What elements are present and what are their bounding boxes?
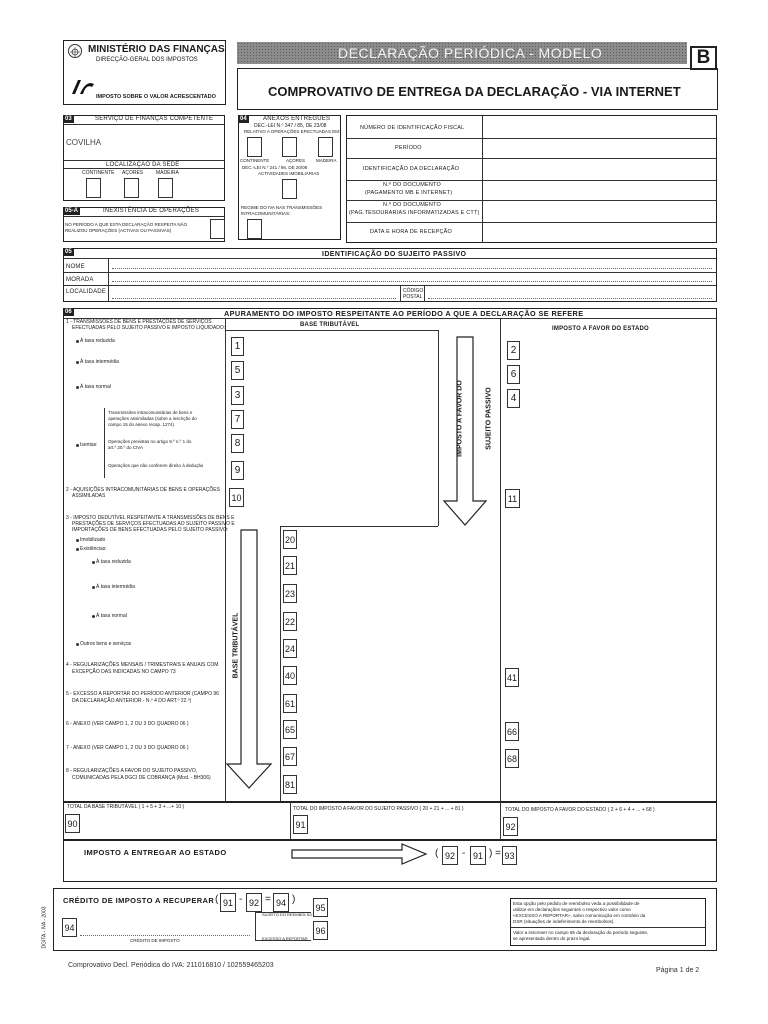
receipt-table xyxy=(346,115,717,243)
bullet xyxy=(76,386,79,389)
field-box-67[interactable]: 67 xyxy=(283,747,297,766)
section-06 xyxy=(63,308,717,802)
field-box-21[interactable]: 21 xyxy=(283,556,297,575)
item-8-title: 8 - REGULARIZAÇÕES A FAVOR DO SUJEITO PASSIVO, xyxy=(66,768,198,774)
rate-reduced-3: À taxa reduzida xyxy=(96,559,131,565)
date-label: DATA E HORA DE RECEPÇÃO xyxy=(370,229,453,235)
side-form-code: DGITA - IVA - 2003 xyxy=(41,906,48,949)
annex-opt-continent: CONTINENTE xyxy=(240,158,270,163)
note-line-6: se apresentada dentro do prazo legal. xyxy=(513,936,591,941)
rate-intermediate-1: À taxa intermédia xyxy=(80,359,119,365)
note-line-3: «EXCESSO A REPORTAR», salvo comunicação em contrário da xyxy=(513,913,646,918)
section-06-title: APURAMENTO DO IMPOSTO RESPEITANTE AO PERÍODO A QUE A DECLARAÇÃO SE REFERE xyxy=(224,309,584,318)
exempt-4: Operações previstas no artigo 9.º n.º 1 do xyxy=(108,439,192,444)
deliver-box-93[interactable]: 93 xyxy=(502,846,517,865)
divider xyxy=(346,158,717,159)
decree-1-sub: RELATIVO A OPERAÇÕES EFECTUADAS EM: xyxy=(244,129,341,134)
field-box-94[interactable]: 94 xyxy=(62,918,77,937)
section-03-title: SERVIÇO DE FINANÇAS COMPETENTE xyxy=(95,116,214,122)
divider xyxy=(428,298,712,299)
total-sp-label: TOTAL DO IMPOSTO A FAVOR DO SUJEITO PASSIVO ( 20 + 21 + ... + 81 ) xyxy=(293,806,464,812)
field-box-81[interactable]: 81 xyxy=(283,775,297,794)
location-continent-checkbox[interactable] xyxy=(86,178,101,198)
section-03-code: 03 xyxy=(65,116,72,122)
doc-no2-sub: (PAG.TESOURARIAS INFORMATIZADAS E CTT) xyxy=(349,210,480,216)
divider xyxy=(80,935,250,936)
deliver-box-91: 91 xyxy=(470,846,486,865)
location-title: LOCALIZAÇÃO DA SEDE xyxy=(106,162,180,168)
deliver-eq-open: ( xyxy=(435,848,439,859)
field-box-11[interactable]: 11 xyxy=(505,489,520,508)
form-banner-text: DECLARAÇÃO PERIÓDICA - MODELO xyxy=(338,45,603,61)
divider xyxy=(438,330,439,526)
inventory-label: Existências: xyxy=(80,546,107,552)
nif-label: NÚMERO DE IDENTIFICAÇÃO FISCAL xyxy=(360,125,465,131)
vertical-favor-label: IMPOSTO A FAVOR DO xyxy=(456,380,464,457)
section-05-code: 05 xyxy=(65,249,72,255)
annex-madeira-checkbox[interactable] xyxy=(318,137,333,157)
divider xyxy=(63,124,225,125)
report-sub: EXCESSO A REPORTAR xyxy=(262,936,308,941)
divider xyxy=(112,298,396,299)
divider xyxy=(108,258,109,302)
total-state-label: TOTAL DO IMPOSTO A FAVOR DO ESTADO ( 2 + 6 + 4 + ... + 68 ) xyxy=(505,807,655,813)
divider xyxy=(63,258,717,259)
credit-eq-equals: = xyxy=(265,894,271,905)
divider xyxy=(424,285,425,302)
divider xyxy=(400,285,401,302)
field-box-90[interactable]: 90 xyxy=(65,814,80,833)
exempt-5: art.º 20.º do CIVA xyxy=(108,445,143,450)
section-04-code: 04 xyxy=(240,116,247,122)
field-box-3[interactable]: 3 xyxy=(231,386,244,405)
divider xyxy=(482,115,483,243)
annex-real-estate-checkbox[interactable] xyxy=(282,179,297,199)
field-box-5[interactable]: 5 xyxy=(231,361,244,380)
field-box-23[interactable]: 23 xyxy=(283,584,297,603)
bullet xyxy=(92,586,95,589)
field-box-61[interactable]: 61 xyxy=(283,694,297,713)
doc-no-sub: (PAGAMENTO MB E INTERNET) xyxy=(365,190,453,196)
deliver-eq-minus: - xyxy=(462,848,466,859)
sp-arrow-icon xyxy=(440,335,490,527)
item-3-sub2: IMPORTAÇÕES DE BENS EFECTUADAS PELO SUJEITO PASSIVO: xyxy=(72,527,229,533)
deliver-box-92: 92 xyxy=(442,846,458,865)
reimbursement-sub: SUJEITO DO REEMBOLSO xyxy=(262,912,313,917)
location-continent: CONTINENTE xyxy=(82,170,115,176)
note-line-1: Esta opção pelo pedido de reembolso veda a possibilidade de xyxy=(513,901,640,906)
bullet xyxy=(76,643,79,646)
page-title: COMPROVATIVO DE ENTREGA DA DECLARAÇÃO - VIA INTERNET xyxy=(268,84,681,99)
deliver-eq-close: ) = xyxy=(489,848,501,859)
item-5-sub: DA DECLARAÇÃO ANTERIOR - N.º 4 DO ART.º 22.º) xyxy=(72,698,192,704)
doc-no2-label: N.º DO DOCUMENTO xyxy=(383,202,441,208)
receipt-reference: Comprovativo Decl. Periódica do IVA: 211016810 / 102559465203 xyxy=(68,962,274,969)
field-box-92[interactable]: 92 xyxy=(503,817,518,836)
bullet xyxy=(76,548,79,551)
rate-reduced-1: À taxa reduzida xyxy=(80,338,115,344)
item-2-sub: ASSIMILADAS xyxy=(72,493,106,499)
credit-box-94: 94 xyxy=(273,893,289,912)
location-madeira-checkbox[interactable] xyxy=(158,178,173,198)
credit-eq-close: ) xyxy=(292,894,296,905)
divider xyxy=(112,268,712,269)
divider xyxy=(63,216,225,217)
postal-label: CÓDIGO xyxy=(403,288,424,294)
divider xyxy=(346,180,717,181)
address-label: MORADA xyxy=(66,277,94,283)
divider xyxy=(63,285,717,286)
doc-no-label: N.º DO DOCUMENTO xyxy=(383,182,441,188)
decree-2-sub: ACTIVIDADES IMOBILIÁRIAS xyxy=(258,171,320,176)
divider xyxy=(225,330,438,331)
field-box-6[interactable]: 6 xyxy=(507,365,520,384)
divider xyxy=(280,526,438,527)
divider xyxy=(112,281,712,282)
field-box-66[interactable]: 66 xyxy=(505,722,519,741)
field-box-24[interactable]: 24 xyxy=(283,639,297,658)
item-7-title: 7 - ANEXO (VER CAMPO 1, 2 OU 3 DO QUADRO 06 ) xyxy=(66,745,189,751)
field-box-65[interactable]: 65 xyxy=(283,720,297,739)
base-title: BASE TRIBUTÁVEL xyxy=(300,322,360,328)
divider xyxy=(63,160,225,161)
rate-normal-1: À taxa normal xyxy=(80,384,111,390)
field-box-95[interactable]: 95 xyxy=(313,898,328,917)
bullet xyxy=(76,444,79,447)
credit-box-92: 92 xyxy=(246,893,262,912)
bullet xyxy=(76,539,79,542)
field-box-1[interactable]: 1 xyxy=(231,337,244,356)
deliver-arrow-icon xyxy=(290,842,428,866)
vertical-sp-label: SUJEITO PASSIVO xyxy=(485,387,493,450)
exempt-3: campo 15 do anexo recap. 1274) xyxy=(108,422,175,427)
item-3-sub: PRESTAÇÕES DE SERVIÇOS EFECTUADAS AO SUJEITO PASSIVO E xyxy=(72,521,235,527)
immobilized-label: Imobilizado xyxy=(80,537,106,543)
field-box-41[interactable]: 41 xyxy=(505,668,519,687)
field-box-9[interactable]: 9 xyxy=(231,461,244,480)
item-3-title: 3 - IMPOSTO DEDUTÍVEL RESPEITANTE A TRANSMISSÕES DE BENS E xyxy=(66,515,235,521)
note-line-2: utilizar em declarações seguintes o respectivo valor como xyxy=(513,907,631,912)
regime-line-1: REGIME DO IVA NAS TRANSMISSÕES xyxy=(241,205,323,210)
field-box-22[interactable]: 22 xyxy=(283,612,297,631)
item-6-title: 6 - ANEXO (VER CAMPO 1, 2 OU 3 DO QUADRO 06 ) xyxy=(66,721,189,727)
no-operations-line-1: NO PERÍODO A QUE ESTA DECLARAÇÃO RESPEITA NÃO xyxy=(65,222,188,227)
field-box-2[interactable]: 2 xyxy=(507,341,520,360)
credit-eq-minus: - xyxy=(239,894,243,905)
divider xyxy=(104,408,105,478)
postal-label-2: POSTAL xyxy=(403,294,423,300)
bullet xyxy=(92,561,95,564)
divider xyxy=(280,526,281,802)
divider xyxy=(346,138,717,139)
exempt-2: operações assimiladas (sobre a inscrição do xyxy=(108,416,197,421)
regime-line-2: INTRACOMUNITÁRIAS: xyxy=(241,211,291,216)
finance-office-value: COVILHA xyxy=(66,138,102,147)
iva-logo-icon xyxy=(70,78,96,96)
credit-box-91: 91 xyxy=(220,893,236,912)
field-box-68[interactable]: 68 xyxy=(505,749,519,768)
rate-intermediate-3: À taxa intermédia xyxy=(96,584,135,590)
item-1-title: 1 - TRANSMISSÕES DE BENS E PRESTAÇÕES DE SERVIÇOS xyxy=(66,319,212,325)
section-04-title: ANEXOS ENTREGUES xyxy=(263,116,331,122)
item-8-sub: COMUNICADAS PELA DGCI DE COBRANÇA (Mod. - BH306) xyxy=(72,775,211,781)
field-box-8[interactable]: 8 xyxy=(231,434,244,453)
deliver-label: IMPOSTO A ENTREGAR AO ESTADO xyxy=(84,848,227,857)
field-box-91[interactable]: 91 xyxy=(293,815,308,834)
divider xyxy=(290,802,291,840)
vertical-base-label: BASE TRIBUTÁVEL xyxy=(232,612,240,679)
section-05a-code: 05-A xyxy=(65,208,79,214)
field-box-96[interactable]: 96 xyxy=(313,921,328,940)
directorate-name: DIRECÇÃO-GERAL DOS IMPOSTOS xyxy=(96,57,198,63)
location-madeira: MADEIRA xyxy=(156,170,179,176)
exempt-label: Isentas: xyxy=(80,442,98,448)
note-line-4: DSR (situações de indeferimento de reembolsos). xyxy=(513,919,615,924)
field-box-40[interactable]: 40 xyxy=(283,666,297,685)
item-1-sub: EFECTUADAS PELO SUJEITO PASSIVO E IMPOSTO LIQUIDADO: xyxy=(72,325,226,331)
no-operations-line-2: REALIZOU OPERAÇÕES (ACTIVAS OU PASSIVAS) xyxy=(65,228,172,233)
item-5-title: 5 - EXCESSO A REPORTAR DO PERÍODO ANTERIOR (CAMPO 96 xyxy=(66,691,219,697)
name-label: NOME xyxy=(66,264,85,270)
no-operations-checkbox[interactable] xyxy=(210,219,225,239)
coat-of-arms-icon xyxy=(68,44,82,58)
form-letter: B xyxy=(690,46,717,70)
exempt-6: Operações que não conferem direito à dedução xyxy=(108,463,204,468)
divider xyxy=(63,168,225,169)
credit-sub: CRÉDITO DE IMPOSTO xyxy=(130,938,180,943)
state-title: IMPOSTO A FAVOR DO ESTADO xyxy=(552,326,649,332)
section-06-code: 06 xyxy=(65,309,72,315)
period-label: PERÍODO xyxy=(395,145,422,151)
page-number: Página 1 de 2 xyxy=(656,967,700,974)
divider xyxy=(346,222,717,223)
divider xyxy=(255,912,256,940)
credit-eq-open: ( xyxy=(215,894,219,905)
field-box-20[interactable]: 20 xyxy=(283,530,297,549)
item-2-title: 2 - AQUISIÇÕES INTRACOMUNITÁRIAS DE BENS E OPERAÇÕES xyxy=(66,487,220,493)
total-base-label: TOTAL DA BASE TRIBUTÁVEL ( 1 + 5 + 3 + ...+ 10 ) xyxy=(67,804,185,810)
locality-label: LOCALIDADE xyxy=(66,289,107,295)
divider xyxy=(346,200,717,201)
location-azores-checkbox[interactable] xyxy=(124,178,139,198)
decree-1: DEC.-LEI N.º 347 / 85, DE 23/08 xyxy=(254,123,327,129)
annex-azores-checkbox[interactable] xyxy=(282,137,297,157)
note-line-5: Valor a inscrever no campo 65 da declaração do período seguinte, xyxy=(513,930,649,935)
item-4-sub: EXCEPÇÃO DAS INDICADAS NO CAMPO 73 xyxy=(72,669,176,675)
item-4-title: 4 - REGULARIZAÇÕES MENSAIS / TRIMESTRAIS E ANUAIS COM xyxy=(66,662,219,668)
field-box-7[interactable]: 7 xyxy=(231,410,244,429)
bullet xyxy=(76,340,79,343)
tax-name: IMPOSTO SOBRE O VALOR ACRESCENTADO xyxy=(96,94,216,100)
credit-label: CRÉDITO DE IMPOSTO A RECUPERAR xyxy=(63,896,215,905)
bullet xyxy=(92,615,95,618)
divider xyxy=(500,318,501,802)
decl-id-label: IDENTIFICAÇÃO DA DECLARAÇÃO xyxy=(363,166,460,172)
annex-opt-azores: AÇORES xyxy=(286,158,306,163)
annex-intracom-checkbox[interactable] xyxy=(247,219,262,239)
location-azores: AÇORES xyxy=(122,170,144,176)
exempt-1: Transmissões intracomunitárias de bens e xyxy=(108,410,193,415)
annex-continent-checkbox[interactable] xyxy=(247,137,262,157)
section-05-title: IDENTIFICAÇÃO DO SUJEITO PASSIVO xyxy=(322,251,467,258)
other-goods-label: Outros bens e serviços xyxy=(80,641,132,647)
ministry-name: MINISTÉRIO DAS FINANÇAS xyxy=(88,44,225,55)
annex-opt-madeira: MADEIRA xyxy=(316,158,337,163)
divider xyxy=(500,802,501,840)
decree-2: DEC.-LEI N.º 241 / 86, DE 20/08 xyxy=(242,165,308,170)
field-box-4[interactable]: 4 xyxy=(507,389,520,408)
rate-normal-3: À taxa normal xyxy=(96,613,127,619)
field-box-10[interactable]: 10 xyxy=(229,488,244,507)
bullet xyxy=(76,361,79,364)
divider xyxy=(510,927,706,928)
section-05a-title: INEXISTÊNCIA DE OPERAÇÕES xyxy=(103,208,200,214)
divider xyxy=(63,272,717,273)
